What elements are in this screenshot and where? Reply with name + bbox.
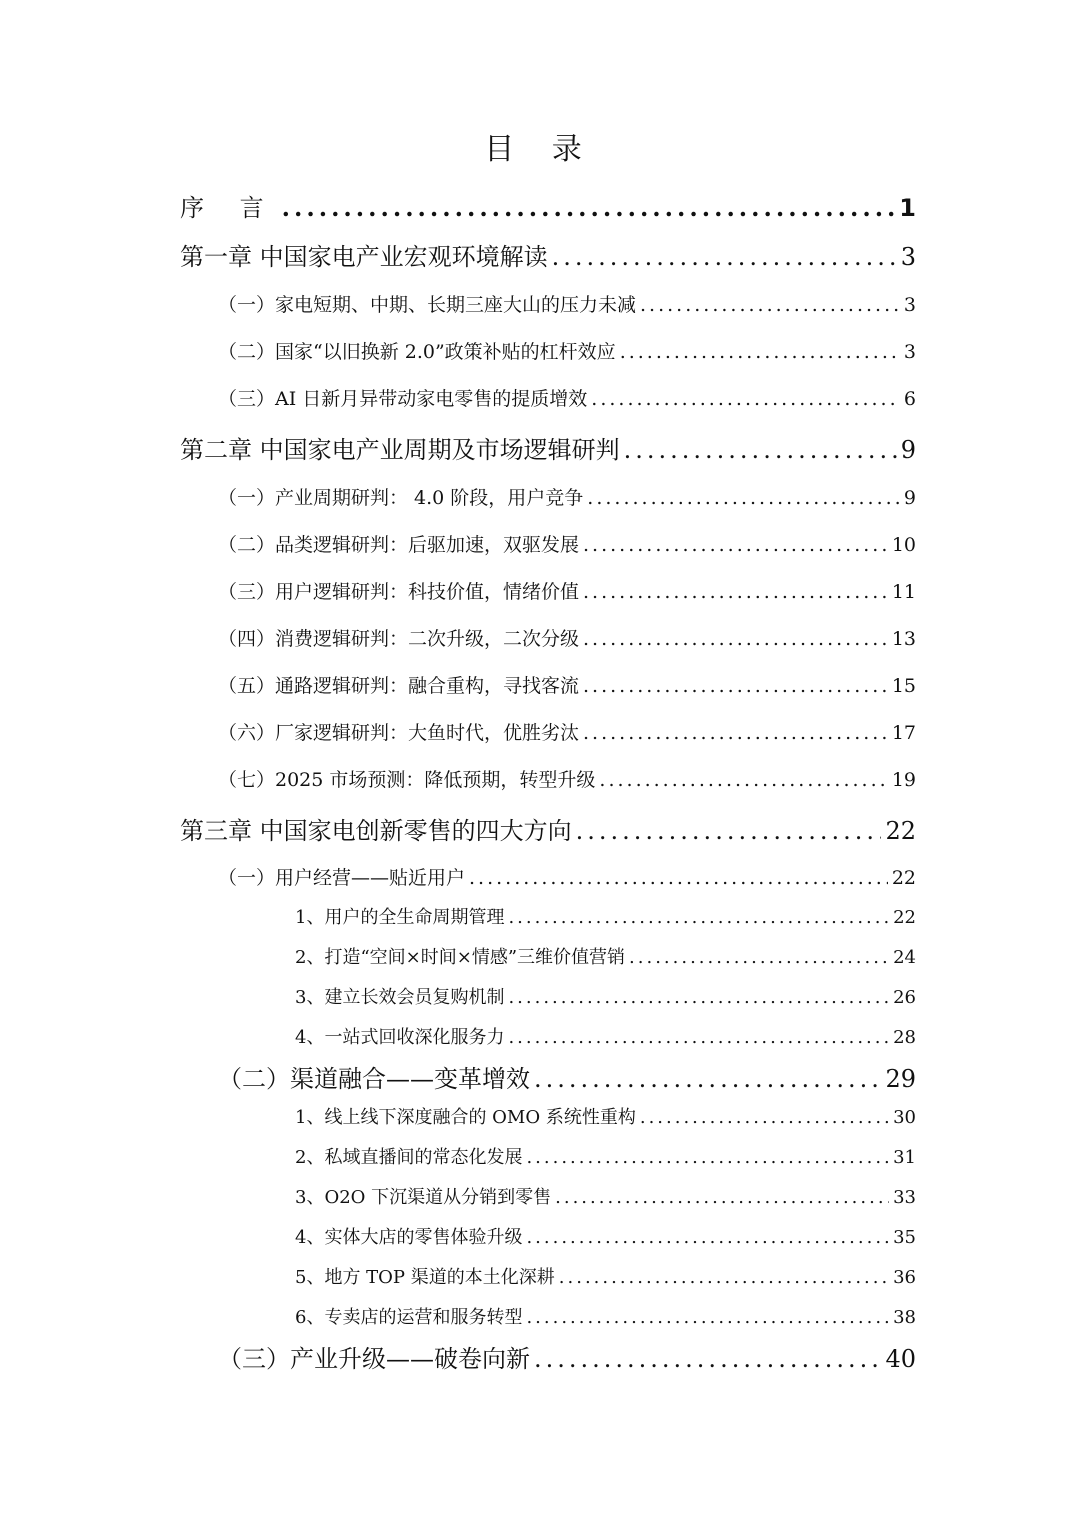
toc-entry-preface[interactable] <box>180 188 916 223</box>
dot-leader <box>555 1187 889 1208</box>
toc-entry-page: 29 <box>885 1065 916 1093</box>
toc-entry-section[interactable] <box>218 718 916 745</box>
toc-entry-page: 40 <box>885 1345 916 1373</box>
toc-entry-page: 17 <box>891 722 916 744</box>
toc-entry-page: 31 <box>893 1147 916 1168</box>
toc-entry-page: 13 <box>891 628 916 650</box>
dot-leader <box>552 243 897 271</box>
dot-leader <box>534 1065 881 1093</box>
dot-leader <box>508 907 889 928</box>
dot-leader <box>559 1267 889 1288</box>
toc-entry-label: 3、建立长效会员复购机制 <box>295 987 505 1008</box>
toc-entry-item[interactable] <box>295 1183 916 1209</box>
toc-entry-section[interactable] <box>218 1059 916 1094</box>
dot-leader <box>624 436 897 464</box>
toc-entry-page: 9 <box>903 487 916 509</box>
toc-entry-item[interactable] <box>295 983 916 1009</box>
toc-entry-label: （一）产业周期研判： 4.0 阶段，用户竞争 <box>218 487 584 509</box>
toc-entry-label: （六）厂家逻辑研判：大鱼时代，优胜劣汰 <box>218 722 580 744</box>
toc-entry-label: 2、私域直播间的常态化发展 <box>295 1147 523 1168</box>
toc-entry-page: 11 <box>891 581 916 603</box>
toc-entry-label: （二）国家“以旧换新 2.0”政策补贴的杠杆效应 <box>218 341 616 363</box>
toc-entry-page: 3 <box>903 341 916 363</box>
toc-entry-page: 15 <box>891 675 916 697</box>
toc-entry-label: 2、打造“空间×时间×情感”三维价值营销 <box>295 947 626 968</box>
toc-entry-label: 4、一站式回收深化服务力 <box>295 1027 505 1048</box>
toc-entry-chapter-2[interactable] <box>180 430 916 465</box>
toc-entry-label: 6、专卖店的运营和服务转型 <box>295 1307 523 1328</box>
toc-entry-page: 33 <box>893 1187 916 1208</box>
toc-entry-section[interactable] <box>218 384 916 411</box>
dot-leader <box>508 1027 889 1048</box>
dot-leader <box>583 581 888 603</box>
dot-leader <box>508 987 889 1008</box>
toc-entry-page: 36 <box>893 1267 916 1288</box>
toc-entry-label: （二）品类逻辑研判：后驱加速，双驱发展 <box>218 534 580 556</box>
toc-entry-section[interactable] <box>218 290 916 317</box>
toc-entry-item[interactable] <box>295 1143 916 1169</box>
toc-entry-section[interactable] <box>218 671 916 698</box>
toc-entry-page: 1 <box>899 194 916 222</box>
dot-leader <box>576 817 882 845</box>
toc-entry-label: 1、线上线下深度融合的 OMO 系统性重构 <box>295 1107 636 1128</box>
dot-leader <box>583 534 888 556</box>
toc-entry-page: 22 <box>885 817 916 845</box>
toc-entry-label: （三）产业升级——破卷向新 <box>218 1345 530 1373</box>
dot-leader <box>583 722 888 744</box>
dot-leader <box>640 294 900 316</box>
toc-entry-label: 第三章 中国家电创新零售的四大方向 <box>180 817 572 845</box>
toc-entry-label: （七）2025 市场预测：降低预期，转型升级 <box>218 769 596 791</box>
toc-entry-item[interactable] <box>295 903 916 929</box>
toc-entry-page: 26 <box>893 987 916 1008</box>
toc-entry-item[interactable] <box>295 1023 916 1049</box>
toc-entry-page: 22 <box>891 867 916 889</box>
toc-entry-page: 6 <box>903 388 916 410</box>
dot-leader <box>526 1147 889 1168</box>
dot-leader <box>587 487 900 509</box>
toc-entry-section[interactable] <box>218 577 916 604</box>
toc-entry-item[interactable] <box>295 1103 916 1129</box>
toc-entry-section[interactable] <box>218 624 916 651</box>
toc-entry-label: 1、用户的全生命周期管理 <box>295 907 505 928</box>
toc-entry-section[interactable] <box>218 483 916 510</box>
toc-entry-label: （四）消费逻辑研判：二次升级，二次分级 <box>218 628 580 650</box>
dot-leader <box>591 388 900 410</box>
toc-entry-section[interactable] <box>218 1339 916 1374</box>
toc-entry-page: 22 <box>893 907 916 928</box>
dot-leader <box>583 675 888 697</box>
toc-entry-section[interactable] <box>218 530 916 557</box>
toc-entry-label: （三）用户逻辑研判：科技价值，情绪价值 <box>218 581 580 603</box>
toc-entry-label: 4、实体大店的零售体验升级 <box>295 1227 523 1248</box>
toc-entry-label: 5、地方 TOP 渠道的本土化深耕 <box>295 1267 555 1288</box>
toc-entry-item[interactable] <box>295 1223 916 1249</box>
dot-leader <box>282 193 896 222</box>
dot-leader <box>526 1307 889 1328</box>
toc-entry-section[interactable] <box>218 863 916 890</box>
toc-entry-item[interactable] <box>295 1263 916 1289</box>
toc-entry-page: 3 <box>900 243 916 271</box>
toc-entry-page: 10 <box>891 534 916 556</box>
dot-leader <box>620 341 900 363</box>
toc-entry-chapter-1[interactable] <box>180 237 916 272</box>
toc-entry-label: （三）AI 日新月异带动家电零售的提质增效 <box>218 388 588 410</box>
toc-entry-label: （一）家电短期、中期、长期三座大山的压力未减 <box>218 294 637 316</box>
toc-entry-label: 序 言 <box>180 194 278 222</box>
dot-leader <box>469 867 888 889</box>
dot-leader <box>534 1345 881 1373</box>
dot-leader <box>599 769 887 791</box>
toc-entry-item[interactable] <box>295 943 916 969</box>
toc-entry-label: 3、O2O 下沉渠道从分销到零售 <box>295 1187 552 1208</box>
toc-entry-label: 第二章 中国家电产业周期及市场逻辑研判 <box>180 436 620 464</box>
dot-leader <box>640 1107 889 1128</box>
toc-entry-page: 3 <box>903 294 916 316</box>
dot-leader <box>526 1227 889 1248</box>
toc-entry-chapter-3[interactable] <box>180 811 916 846</box>
toc-entry-page: 30 <box>893 1107 916 1128</box>
toc-entry-section[interactable] <box>218 337 916 364</box>
toc-entry-page: 24 <box>893 947 916 968</box>
page-title: 目 录 <box>484 132 596 167</box>
toc-entry-page: 38 <box>893 1307 916 1328</box>
toc-entry-label: （二）渠道融合——变革增效 <box>218 1065 530 1093</box>
toc-entry-label: （一）用户经营——贴近用户 <box>218 867 466 889</box>
toc-entry-item[interactable] <box>295 1303 916 1329</box>
toc-entry-page: 9 <box>900 436 916 464</box>
dot-leader <box>583 628 888 650</box>
toc-entry-page: 35 <box>893 1227 916 1248</box>
toc-entry-page: 28 <box>893 1027 916 1048</box>
toc-entry-section[interactable] <box>218 765 916 792</box>
toc-entry-page: 19 <box>891 769 916 791</box>
toc-entry-label: （五）通路逻辑研判：融合重构，寻找客流 <box>218 675 580 697</box>
toc-entry-label: 第一章 中国家电产业宏观环境解读 <box>180 243 548 271</box>
dot-leader <box>629 947 889 968</box>
